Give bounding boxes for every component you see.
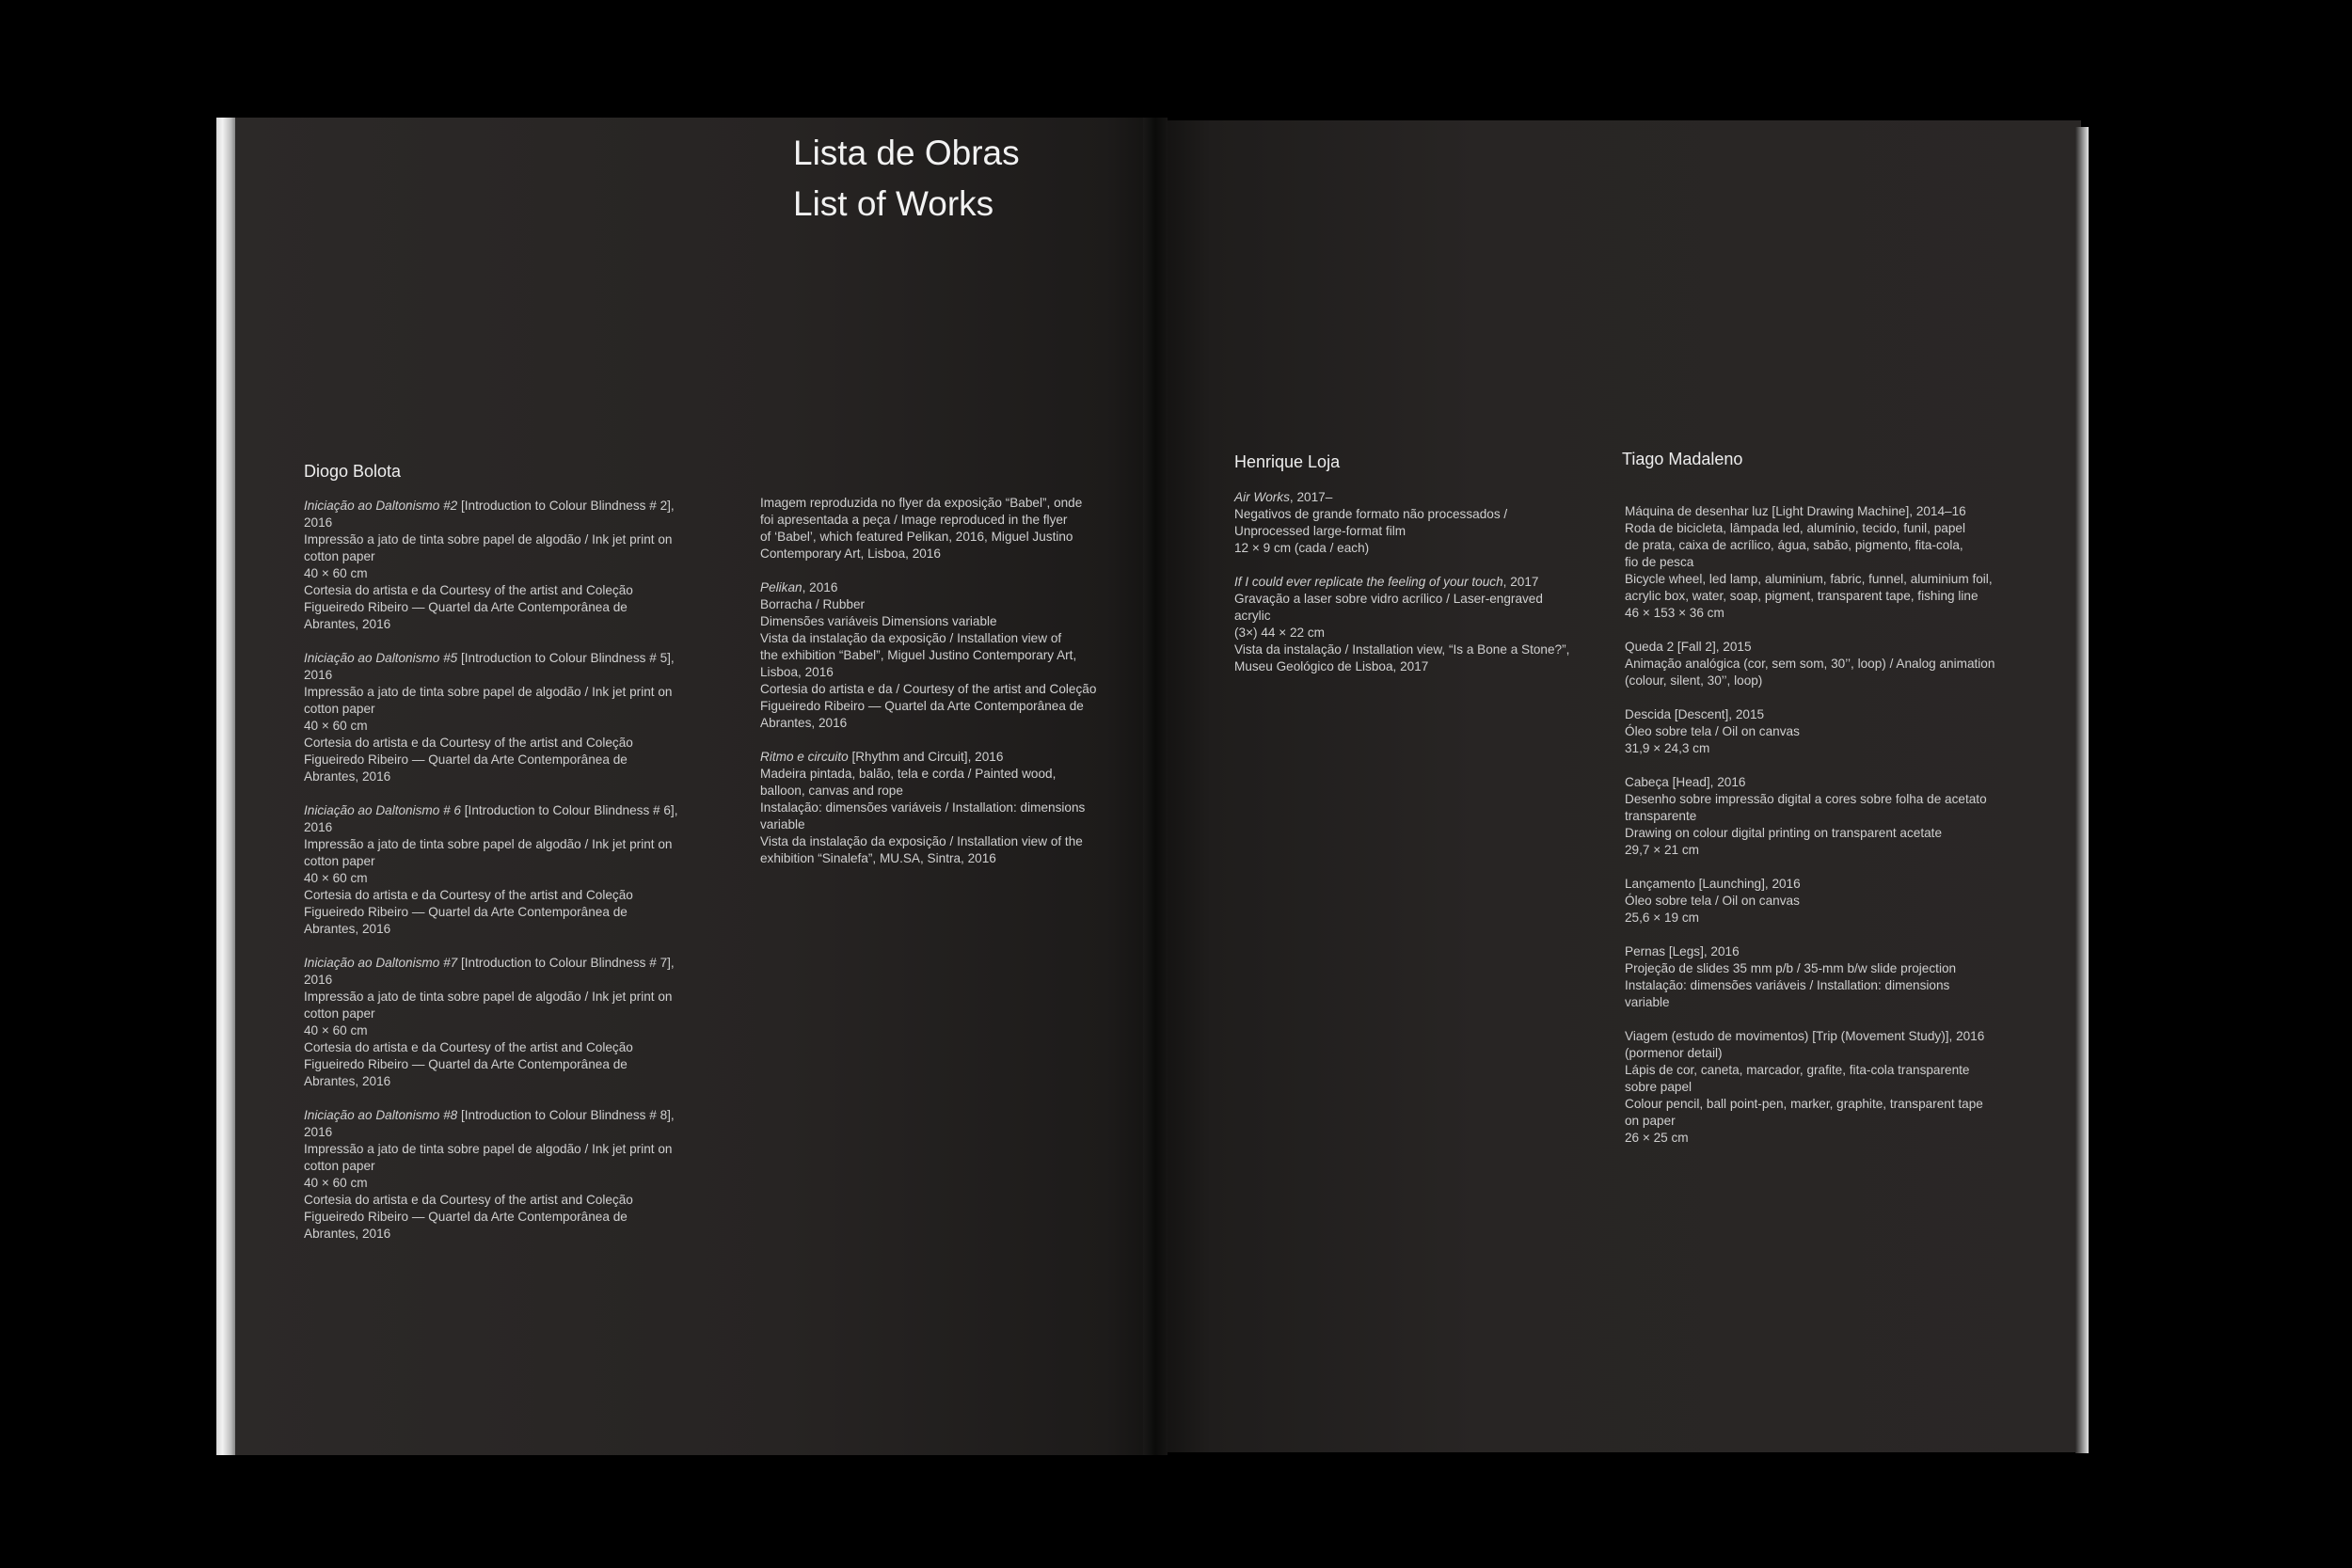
work-title: Air Works — [1234, 490, 1290, 504]
work-entry — [304, 498, 708, 633]
work-details: Lançamento [Launching], 2016 Óleo sobre tela / Oil on canvas 25,6 × 19 cm — [1625, 877, 1801, 925]
henrique-works-column — [1234, 489, 1611, 692]
work-details: Viagem (estudo de movimentos) [Trip (Movement Study)], 2016 (pormenor detail) Lápis de cor, caneta, marcador, grafite, fita-cola transparente sobre papel Colour pencil, ball point-pen, marker, graphite, transparent tape on paper 26 × 25 cm — [1625, 1029, 1985, 1145]
work-entry — [304, 1107, 708, 1243]
work-entry — [760, 495, 1136, 562]
work-entry — [1625, 943, 2039, 1011]
title-english: List of Works — [793, 184, 994, 223]
title-portuguese: Lista de Obras — [793, 134, 1020, 172]
artist-name-diogo: Diogo Bolota — [304, 462, 402, 481]
page-title — [793, 128, 1020, 230]
work-details: Imagem reproduzida no flyer da exposição “Babel”, onde foi apresentada a peça / Image reproduced in the flyer of ‘Babel’, which featured Pelikan, 2016, Miguel Justino Contemporary Art, Lisboa, 2016 — [760, 496, 1083, 561]
tiago-works-column — [1625, 503, 2039, 1164]
work-details: Pernas [Legs], 2016 Projeção de slides 35 mm p/b / 35-mm b/w slide projection Instalação: dimensões variáveis / Installation: dimensions variable — [1625, 944, 1957, 1009]
work-details: , 2017 Gravação a laser sobre vidro acrílico / Laser-engraved acrylic (3×) 44 × 22 cm Vista da instalação / Installation view, “Is a Bone a Stone?”, Museu Geológico de Lisboa, 2017 — [1234, 575, 1570, 673]
work-entry — [1625, 503, 2039, 622]
work-entry — [1234, 489, 1611, 557]
work-details: [Introduction to Colour Blindness # 5], 2016 Impressão a jato de tinta sobre papel de algodão / Ink jet print on cotton paper 40 × 60 cm Cortesia do artista e da Courtesy of the artist and Coleção Figueiredo Ribeiro — Quartel da Arte Contemporânea de Abrantes, 2016 — [304, 651, 675, 784]
work-entry — [1625, 774, 2039, 859]
work-title: Iniciação ao Daltonismo #2 — [304, 499, 458, 513]
artist-name-henrique: Henrique Loja — [1234, 452, 1341, 471]
work-details: [Introduction to Colour Blindness # 7], 2016 Impressão a jato de tinta sobre papel de algodão / Ink jet print on cotton paper 40 × 60 cm Cortesia do artista e da Courtesy of the artist and Coleção Figueiredo Ribeiro — Quartel da Arte Contemporânea de Abrantes, 2016 — [304, 956, 675, 1088]
work-entry — [1625, 876, 2039, 927]
work-entry — [304, 802, 708, 938]
work-title: If I could ever replicate the feeling of your touch — [1234, 575, 1503, 589]
work-entry — [1234, 574, 1611, 675]
right-page-edge — [2075, 127, 2089, 1453]
work-details: Descida [Descent], 2015 Óleo sobre tela / Oil on canvas 31,9 × 24,3 cm — [1625, 707, 1800, 755]
diogo-works-column-2 — [760, 495, 1136, 884]
work-details: Queda 2 [Fall 2], 2015 Animação analógica (cor, sem som, 30’’, loop) / Analog animation (colour, silent, 30’’, loop) — [1625, 640, 1995, 688]
work-entry — [1625, 639, 2039, 689]
work-entry — [760, 579, 1136, 732]
work-title: Ritmo e circuito — [760, 750, 849, 764]
left-page-edge — [216, 118, 237, 1455]
work-title: Iniciação ao Daltonismo #7 — [304, 956, 458, 970]
work-entry — [304, 650, 708, 785]
work-details: Máquina de desenhar luz [Light Drawing Machine], 2014–16 Roda de bicicleta, lâmpada led, alumínio, tecido, funil, papel de prata, caixa de acrílico, água, sabão, pigmento, fita-cola, fio de pesca Bicycle wheel, led lamp, aluminium, fabric, funnel, aluminium foil, acrylic box, water, soap, pigment, transparent tape, fishing line 46 × 153 × 36 cm — [1625, 504, 1993, 620]
work-details: [Introduction to Colour Blindness # 6], 2016 Impressão a jato de tinta sobre papel de algodão / Ink jet print on cotton paper 40 × 60 cm Cortesia do artista e da Courtesy of the artist and Coleção Figueiredo Ribeiro — Quartel da Arte Contemporânea de Abrantes, 2016 — [304, 803, 678, 936]
work-details: , 2016 Borracha / Rubber Dimensões variáveis Dimensions variable Vista da instalação da exposição / Installation view of the exhibition “Babel”, Miguel Justino Contemporary Art, Lisboa, 2016 Cortesia do artista e da / Courtesy of the artist and Coleção Figueiredo Ribeiro — Quartel da Arte Contemporânea de Abrantes, 2016 — [760, 580, 1097, 730]
book-gutter — [1143, 118, 1168, 1455]
work-entry — [304, 955, 708, 1090]
work-title: Iniciação ao Daltonismo # 6 — [304, 803, 461, 817]
work-details: Cabeça [Head], 2016 Desenho sobre impressão digital a cores sobre folha de acetato transparente Drawing on colour digital printing on transparent acetate 29,7 × 21 cm — [1625, 775, 1987, 857]
diogo-works-column — [304, 498, 708, 1259]
work-entry — [760, 749, 1136, 867]
work-details: , 2017– Negativos de grande formato não processados / Unprocessed large-format film 12 × 9 cm (cada / each) — [1234, 490, 1508, 555]
work-details: [Introduction to Colour Blindness # 2], 2016 Impressão a jato de tinta sobre papel de algodão / Ink jet print on cotton paper 40 × 60 cm Cortesia do artista e da Courtesy of the artist and Coleção Figueiredo Ribeiro — Quartel da Arte Contemporânea de Abrantes, 2016 — [304, 499, 675, 631]
work-title: Pelikan — [760, 580, 803, 594]
work-details: [Introduction to Colour Blindness # 8], 2016 Impressão a jato de tinta sobre papel de algodão / Ink jet print on cotton paper 40 × 60 cm Cortesia do artista e da Courtesy of the artist and Coleção Figueiredo Ribeiro — Quartel da Arte Contemporânea de Abrantes, 2016 — [304, 1108, 675, 1241]
work-title: Iniciação ao Daltonismo #8 — [304, 1108, 458, 1122]
artist-name-tiago: Tiago Madaleno — [1622, 450, 1743, 468]
work-details: [Rhythm and Circuit], 2016 Madeira pintada, balão, tela e corda / Painted wood, balloon, canvas and rope Instalação: dimensões variáveis / Installation: dimensions variable Vista da instalação da exposição / Installation view of the exhibition “Sinalefa”, MU.SA, Sintra, 2016 — [760, 750, 1086, 865]
work-entry — [1625, 706, 2039, 757]
work-entry — [1625, 1028, 2039, 1147]
work-title: Iniciação ao Daltonismo #5 — [304, 651, 458, 665]
